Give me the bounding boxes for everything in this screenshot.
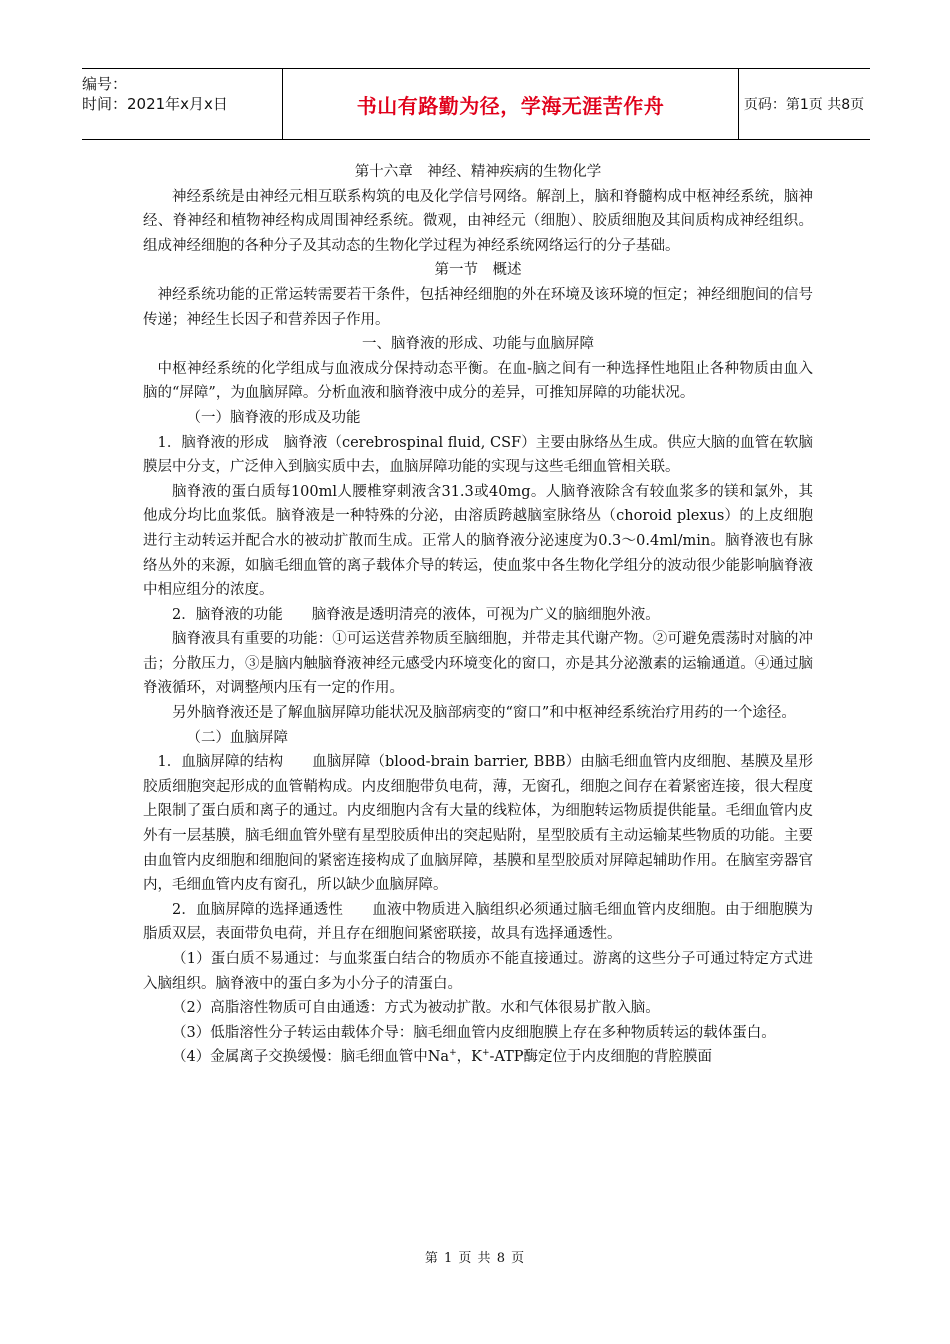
paragraph <box>143 1045 813 1070</box>
superscript: + <box>481 1048 490 1059</box>
section-title: 第一节 概述 <box>434 262 522 279</box>
paragraph: 中枢神经系统的化学组成与血液成分保持动态平衡。在血-脑之间有一种选择性地阻止各种物质由血入脑的“屏障”，为血脑屏障。分析血液和脑脊液中成分的差异，可推知屏障的功能状况。 <box>143 360 813 402</box>
text-run: （4）金属离子交换缓慢：脑毛细血管中Na <box>172 1049 450 1066</box>
part-title: （二）血脑屏障 <box>186 729 288 746</box>
paragraph: 脑脊液的蛋白质每100ml人腰椎穿刺液含31.3或40mg。人脑脊液除含有较血浆多的镁和氯外，其他成分均比血浆低。脑脊液是一种特殊的分泌，由溶质跨越脑室脉络丛（choroid plexus）的上皮细胞进行主动转运并配合水的被动扩散而生成。正常人的脑脊液分泌速度为0.3～0.4ml/min。脑脊液也有脉络丛外的来源，如脑毛细血管的离子载体介导的转运，使血浆中各生物化学组分的波动很少能影响脑脊液中相应组分的浓度。 <box>143 483 813 599</box>
text-run: -ATP酶定位于内皮细胞的背腔膜面 <box>489 1049 713 1066</box>
document-body <box>143 160 813 1070</box>
paragraph: 1．血脑屏障的结构 血脑屏障（blood-brain barrier, BBB）由脑毛细血管内皮细胞、基膜及星形胶质细胞突起形成的血管鞘构成。内皮细胞带负电荷，薄，无窗孔，细胞之间存在着紧密连接，很大程度上限制了蛋白质和离子的通过。内皮细胞内含有大量的线粒体，为细胞转运物质提供能量。毛细血管内皮外有一层基膜，脑毛细血管外壁有星型胶质伸出的突起贴附，星型胶质有主动运输某些物质的功能。主要由血管内皮细胞和细胞间的紧密连接构成了血脑屏障，基膜和星型胶质对屏障起辅助作用。在脑室旁器官内，毛细血管内皮有窗孔，所以缺少血脑屏障。 <box>143 754 813 894</box>
paragraph: （3）低脂溶性分子转运由载体介导：脑毛细血管内皮细胞膜上存在多种物质转运的载体蛋白。 <box>172 1024 776 1041</box>
paragraph: 2．血脑屏障的选择通透性 血液中物质进入脑组织必须通过脑毛细血管内皮细胞。由于细胞膜为脂质双层，表面带负电荷，并且存在细胞间紧密联接，故具有选择通透性。 <box>143 901 813 943</box>
paragraph: 脑脊液具有重要的功能：①可运送营养物质至脑细胞，并带走其代谢产物。②可避免震荡时对脑的冲击；分散压力，③是脑内触脑脊液神经元感受内环境变化的窗口，亦是其分泌激素的运输通道。④通过脑脊液循环，对调整颅内压有一定的作用。 <box>143 631 813 697</box>
paragraph: （1）蛋白质不易通过：与血浆蛋白结合的物质亦不能直接通过。游离的这些分子可通过特定方式进入脑组织。脑脊液中的蛋白多为小分子的清蛋白。 <box>143 951 813 992</box>
paragraph: （2）高脂溶性物质可自由通透：方式为被动扩散。水和气体很易扩散入脑。 <box>172 1000 660 1017</box>
text-run: ，K <box>456 1049 482 1066</box>
time-label: 时间：2021年x月x日 <box>82 95 228 113</box>
part-title: （一）脑脊液的形成及功能 <box>186 409 361 426</box>
code-label: 编号： <box>82 75 128 93</box>
header-left-cell <box>82 69 282 139</box>
paragraph: 另外脑脊液还是了解血脑屏障功能状况及脑部病变的“窗口”和中枢神经系统治疗用药的一个途径。 <box>172 705 796 722</box>
superscript: + <box>449 1048 457 1059</box>
paragraph: 神经系统是由神经元相互联系构筑的电及化学信号网络。解剖上，脑和脊髓构成中枢神经系统，脑神经、脊神经和植物神经构成周围神经系统。微观，由神经元（细胞）、胶质细胞及其间质构成神经组织。组成神经细胞的各种分子及其动态的生物化学过程为神经系统网络运行的分子基础。 <box>143 188 813 254</box>
page-info: 页码：第1页 共8页 <box>743 97 865 113</box>
paragraph: 2．脑脊液的功能 脑脊液是透明清亮的液体，可视为广义的脑细胞外液。 <box>172 606 660 623</box>
paragraph: 1．脑脊液的形成 脑脊液（cerebrospinal fluid, CSF）主要由脉络丛生成。供应大脑的血管在软脑膜层中分支，广泛伸入到脑实质中去，血脑屏障功能的实现与这些毛细血管相关联。 <box>143 434 813 476</box>
page-header <box>82 68 870 140</box>
motto: 书山有路勤为径，学海无涯苦作舟 <box>282 69 739 139</box>
page-footer: 第 1 页 共 8 页 <box>424 1251 526 1266</box>
chapter-title: 第十六章 神经、精神疾病的生物化学 <box>354 164 602 180</box>
paragraph: 神经系统功能的正常运转需要若干条件，包括神经细胞的外在环境及该环境的恒定；神经细胞间的信号传递；神经生长因子和营养因子作用。 <box>143 286 813 328</box>
subsection-title: 一、脑脊液的形成、功能与血脑屏障 <box>362 336 594 353</box>
